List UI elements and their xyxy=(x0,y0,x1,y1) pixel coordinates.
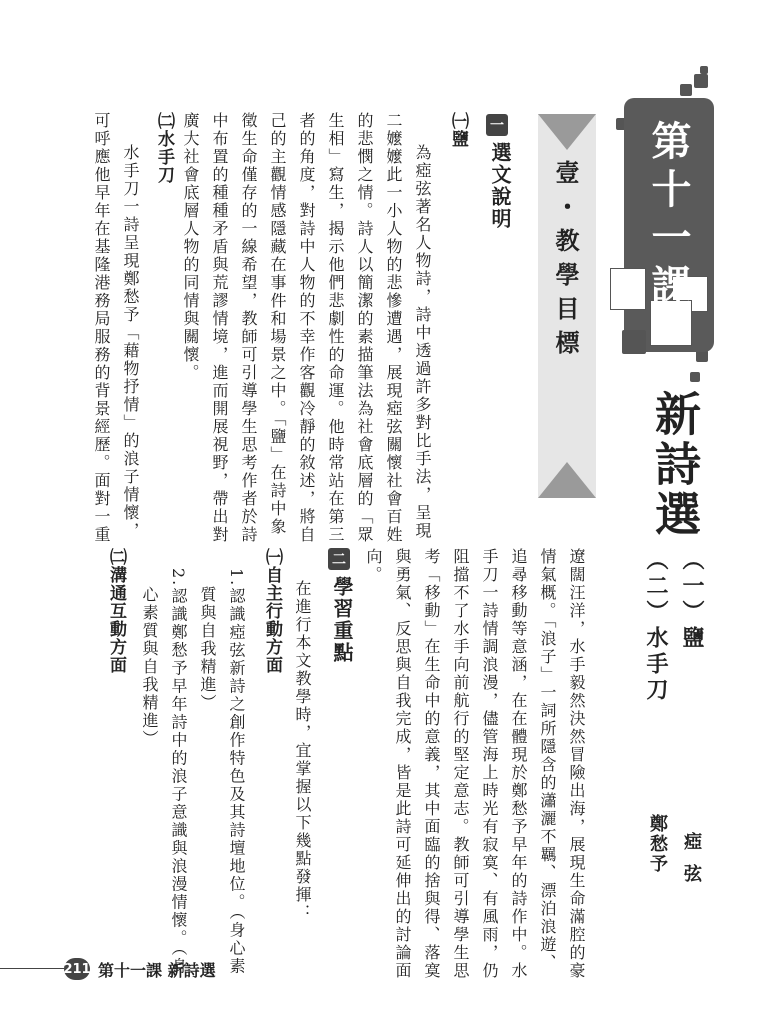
author-2: 鄭愁予 xyxy=(647,814,668,874)
decor-square xyxy=(622,330,646,354)
text-column: 考「移動」在生命中的意義，其中面臨的捨與得、落寞 xyxy=(422,548,441,980)
text-column: 者的角度，對詩中人物的不幸作客觀冷靜的敘述，將自 xyxy=(297,112,316,544)
text-column: 可呼應他早年在基隆港務局服務的背景經歷。面對一重 xyxy=(92,112,111,544)
subsection-communication: ㈡溝通互動方面 xyxy=(106,548,126,674)
section-title-1: 選文說明 xyxy=(488,142,512,230)
text-column: 追尋移動等意涵，在在體現於鄭愁予早年的詩作中。水 xyxy=(509,548,528,980)
list-item: 2.認識鄭愁予早年詩中的浪子意識與浪漫情懷。（身 xyxy=(169,568,188,976)
text-column: 阻擋不了水手向前航行的堅定意志。教師可引導學生思 xyxy=(451,548,470,980)
poem-title-1: （一）鹽 xyxy=(679,548,704,652)
decor-square xyxy=(700,66,708,74)
text-column: 中布置的種種矛盾與荒謬情境，進而開展視野，帶出對 xyxy=(210,112,229,544)
subsection-sailor-knife: ㈡水手刀 xyxy=(154,112,174,184)
decor-square xyxy=(680,84,692,96)
text-column: 與勇氣、反思與自我完成，皆是此詩可延伸出的討論面 xyxy=(393,548,412,980)
text-column: 情氣概。「浪子」一詞所隱含的瀟灑不羈、漂泊浪遊、 xyxy=(538,548,557,972)
text-column: 手刀一詩情調浪漫，儘管海上時光有寂寞、有風雨，仍 xyxy=(480,548,499,980)
lesson-number: 第十一課 xyxy=(645,120,691,312)
list-item: 心素質與自我精進） xyxy=(140,586,159,748)
text-column: 生相」寫生，揭示他們悲劇性的命運。他時常站在第三 xyxy=(326,112,345,544)
text-column: 為瘂弦著名人物詩，詩中透過許多對比手法，呈現 xyxy=(413,144,432,540)
subsection-autonomy: ㈠自主行動方面 xyxy=(262,548,282,674)
text-column: 二嬤嬤此一小人物的悲慘遭遇，展現瘂弦關懷社會百姓 xyxy=(384,112,403,544)
decor-square xyxy=(694,74,708,88)
section-badge-1: 一 xyxy=(486,114,508,136)
text-column: 己的主觀情感隱藏在事件和場景之中。「鹽」在詩中象 xyxy=(268,112,287,536)
text-column: 廣大社會底層人物的同情與關懷。 xyxy=(181,112,200,382)
text-column: 水手刀一詩呈現鄭愁予「藉物抒情」的浪子情懷， xyxy=(121,144,140,540)
page-title: 新詩選 xyxy=(648,390,702,540)
footer-rule xyxy=(0,968,64,969)
author-1: 瘂弦 xyxy=(681,832,702,896)
page-number: 211 xyxy=(64,958,90,980)
banner-arrow-top xyxy=(538,114,596,150)
goals-label: 壹・教學目標 xyxy=(551,160,579,364)
decor-square xyxy=(690,372,700,382)
text-column: 向。 xyxy=(364,548,383,584)
subsection-salt: ㈠鹽 xyxy=(448,112,468,148)
banner-arrow-bottom xyxy=(538,462,596,498)
list-item: 1.認識瘂弦新詩之創作特色及其詩壇地位。（身心素 xyxy=(227,568,246,976)
text-column: 徵生命僅存的一線希望，教師可引導學生思考作者於詩 xyxy=(239,112,258,544)
list-item: 質與自我精進） xyxy=(198,586,217,712)
text-column: 遼闊汪洋，水手毅然決然冒險出海，展現生命滿腔的豪 xyxy=(567,548,586,980)
section-title-2: 學習重點 xyxy=(330,576,354,664)
poem-title-2: （二）水手刀 xyxy=(643,548,668,704)
footer-title: 第十一課 新詩選 xyxy=(98,961,216,980)
text-column: 的悲憫之情。詩人以簡潔的素描筆法為社會底層的「眾 xyxy=(355,112,374,544)
text-column: 在進行本文教學時，宜掌握以下幾點發揮： xyxy=(293,580,312,922)
section-badge-2: 二 xyxy=(328,548,350,570)
